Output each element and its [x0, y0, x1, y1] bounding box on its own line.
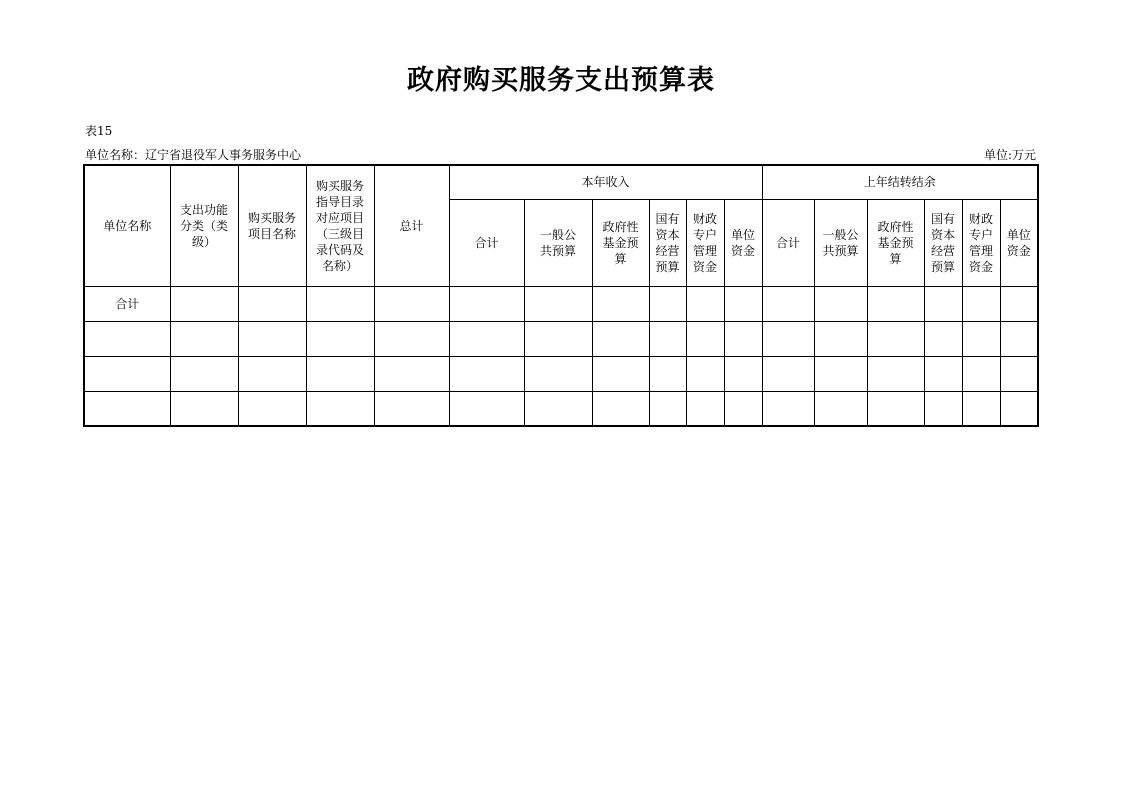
currency-unit-label: 单位:万元: [983, 148, 1036, 162]
table-cell: [238, 321, 306, 356]
header-this-year-income: 本年收入: [449, 165, 762, 199]
table-cell: [306, 321, 374, 356]
table-cell: [924, 391, 962, 426]
table-cell: [962, 391, 1000, 426]
total-row: [84, 286, 1038, 321]
table-cell: [762, 321, 814, 356]
table-cell: [1000, 356, 1038, 391]
table-cell: [524, 286, 592, 321]
header-this-year-fiscal-account: 财政专户管理资金: [686, 199, 724, 286]
table-cell: [867, 391, 924, 426]
table-cell: [1000, 391, 1038, 426]
page-title: 政府购买服务支出预算表: [407, 65, 715, 96]
header-last-year-general-budget: 一般公共预算: [814, 199, 867, 286]
table-cell: [649, 321, 686, 356]
table-cell: [649, 286, 686, 321]
table-cell: [374, 356, 449, 391]
header-last-year-gov-fund: 政府性基金预算: [867, 199, 924, 286]
header-this-year-state-capital: 国有资本经营预算: [649, 199, 686, 286]
table-cell: [524, 321, 592, 356]
table-row: [84, 356, 1038, 391]
table-cell: [814, 391, 867, 426]
header-total: 总计: [374, 165, 449, 286]
table-cell: [374, 391, 449, 426]
table-cell: [867, 286, 924, 321]
table-cell: [170, 391, 238, 426]
header-this-year-subtotal: 合计: [449, 199, 524, 286]
table-cell: 合计: [84, 286, 170, 321]
table-cell: [238, 356, 306, 391]
table-cell: [867, 321, 924, 356]
header-project-name: 购买服务项目名称: [238, 165, 306, 286]
table-cell: [686, 391, 724, 426]
header-last-year-unit-fund: 单位资金: [1000, 199, 1038, 286]
table-cell: [924, 321, 962, 356]
table-cell: [238, 391, 306, 426]
table-cell: [762, 391, 814, 426]
table-cell: [84, 356, 170, 391]
table-cell: [524, 356, 592, 391]
table-cell: [962, 286, 1000, 321]
table-row: [84, 321, 1038, 356]
header-this-year-unit-fund: 单位资金: [724, 199, 762, 286]
table-cell: [814, 286, 867, 321]
table-cell: [592, 391, 649, 426]
table-cell: [724, 321, 762, 356]
table-cell: [686, 286, 724, 321]
header-last-year-state-capital: 国有资本经营预算: [924, 199, 962, 286]
table-cell: [449, 356, 524, 391]
table-cell: [924, 286, 962, 321]
table-cell: [306, 286, 374, 321]
header-catalog-item: 购买服务指导目录对应项目（三级目录代码及名称）: [306, 165, 374, 286]
table-cell: [962, 321, 1000, 356]
header-this-year-general-budget: 一般公共预算: [524, 199, 592, 286]
table-cell: [449, 321, 524, 356]
header-last-year-fiscal-account: 财政专户管理资金: [962, 199, 1000, 286]
table-cell: [238, 286, 306, 321]
table-cell: [814, 356, 867, 391]
table-cell: [962, 356, 1000, 391]
table-row: [84, 391, 1038, 426]
table-cell: [592, 356, 649, 391]
table-cell: [762, 356, 814, 391]
table-cell: [686, 356, 724, 391]
table-cell: [306, 391, 374, 426]
header-this-year-gov-fund: 政府性基金预算: [592, 199, 649, 286]
table-cell: [686, 321, 724, 356]
table-cell: [724, 356, 762, 391]
table-cell: [1000, 321, 1038, 356]
table-cell: [649, 391, 686, 426]
table-cell: [84, 391, 170, 426]
header-function-class: 支出功能分类（类级）: [170, 165, 238, 286]
budget-table: [83, 164, 1039, 427]
header-last-year-subtotal: 合计: [762, 199, 814, 286]
table-cell: [724, 286, 762, 321]
table-cell: [724, 391, 762, 426]
table-cell: [170, 321, 238, 356]
table-cell: [1000, 286, 1038, 321]
table-cell: [524, 391, 592, 426]
table-number: 表15: [85, 124, 113, 138]
table-cell: [649, 356, 686, 391]
table-cell: [170, 286, 238, 321]
table-cell: [814, 321, 867, 356]
table-cell: [84, 321, 170, 356]
table-cell: [374, 321, 449, 356]
table-cell: [449, 391, 524, 426]
table-cell: [449, 286, 524, 321]
header-last-year-carryover: 上年结转结余: [762, 165, 1038, 199]
table-cell: [592, 321, 649, 356]
table-cell: [867, 356, 924, 391]
table-cell: [592, 286, 649, 321]
table-cell: [170, 356, 238, 391]
table-cell: [924, 356, 962, 391]
table-cell: [306, 356, 374, 391]
table-cell: [374, 286, 449, 321]
unit-name-label: 单位名称：辽宁省退役军人事务服务中心: [85, 148, 302, 162]
header-unit-name: 单位名称: [84, 165, 170, 286]
table-cell: [762, 286, 814, 321]
